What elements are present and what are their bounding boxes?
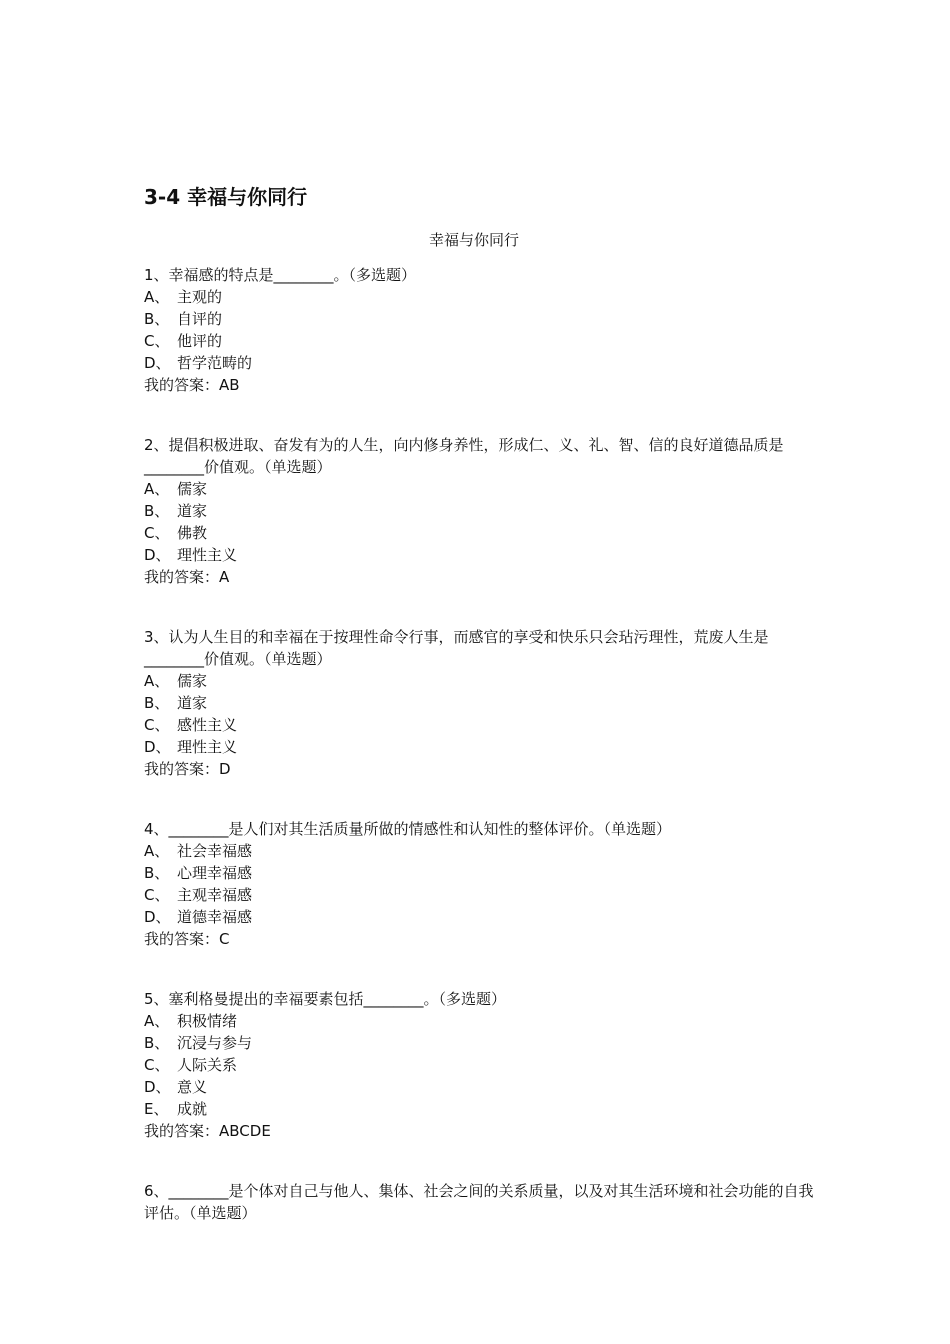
answer-option	[144, 1010, 814, 1032]
answer-option	[144, 884, 814, 906]
option-text: 主观的	[177, 288, 223, 306]
option-text: 道家	[177, 694, 208, 712]
option-text: 自评的	[177, 310, 223, 328]
question-block	[144, 1180, 814, 1224]
answer-option	[144, 500, 814, 522]
option-letter: A、	[144, 672, 170, 690]
answer-option	[144, 1098, 814, 1120]
option-letter: E、	[144, 1100, 169, 1118]
question-block	[144, 264, 814, 396]
answer-option	[144, 906, 814, 928]
question-stem: 6、________是个体对自己与他人、集体、社会之间的关系质量，以及对其生活环境和社会功能的自我评估。（单选题）	[144, 1182, 814, 1222]
answer-option	[144, 736, 814, 758]
option-text: 成就	[177, 1100, 208, 1118]
answer-option	[144, 670, 814, 692]
question-stem: 5、塞利格曼提出的幸福要素包括________。（多选题）	[144, 990, 507, 1008]
answer-option	[144, 308, 814, 330]
option-text: 心理幸福感	[177, 864, 253, 882]
answer-option	[144, 522, 814, 544]
option-letter: A、	[144, 842, 170, 860]
option-letter: B、	[144, 1034, 170, 1052]
option-text: 儒家	[177, 480, 208, 498]
option-letter: B、	[144, 502, 170, 520]
answer-option	[144, 714, 814, 736]
option-text: 积极情绪	[177, 1012, 238, 1030]
question-stem: 1、幸福感的特点是________。（多选题）	[144, 266, 417, 284]
option-letter: A、	[144, 288, 170, 306]
my-answer: 我的答案：C	[144, 930, 230, 948]
answer-option	[144, 1054, 814, 1076]
my-answer: 我的答案：ABCDE	[144, 1122, 271, 1140]
question-stem: 2、提倡积极进取、奋发有为的人生，向内修身养性，形成仁、义、礼、智、信的良好道德品质是________价值观。（单选题）	[144, 436, 784, 476]
document-heading: 3-4 幸福与你同行	[144, 185, 308, 209]
answer-option	[144, 692, 814, 714]
option-text: 他评的	[177, 332, 223, 350]
option-letter: C、	[144, 1056, 170, 1074]
option-letter: C、	[144, 716, 170, 734]
option-letter: A、	[144, 480, 170, 498]
answer-option	[144, 286, 814, 308]
answer-option	[144, 1076, 814, 1098]
answer-option	[144, 862, 814, 884]
question-block	[144, 434, 814, 588]
option-text: 意义	[177, 1078, 208, 1096]
option-letter: C、	[144, 886, 170, 904]
option-letter: B、	[144, 864, 170, 882]
option-letter: D、	[144, 1078, 171, 1096]
document-subtitle: 幸福与你同行	[428, 231, 519, 249]
answer-option	[144, 352, 814, 374]
answer-option	[144, 478, 814, 500]
my-answer: 我的答案：AB	[144, 376, 240, 394]
option-text: 感性主义	[177, 716, 238, 734]
option-letter: D、	[144, 354, 171, 372]
option-text: 哲学范畴的	[177, 354, 253, 372]
option-letter: D、	[144, 738, 171, 756]
my-answer: 我的答案：A	[144, 568, 230, 586]
option-text: 沉浸与参与	[177, 1034, 253, 1052]
answer-option	[144, 840, 814, 862]
option-letter: B、	[144, 310, 170, 328]
document-page	[144, 183, 814, 1224]
option-letter: C、	[144, 524, 170, 542]
question-stem: 3、认为人生目的和幸福在于按理性命令行事，而感官的享受和快乐只会玷污理性，荒废人生是________价值观。（单选题）	[144, 628, 769, 668]
option-text: 主观幸福感	[177, 886, 253, 904]
option-text: 社会幸福感	[177, 842, 253, 860]
option-letter: B、	[144, 694, 170, 712]
option-text: 佛教	[177, 524, 208, 542]
my-answer: 我的答案：D	[144, 760, 231, 778]
question-block	[144, 626, 814, 780]
question-block	[144, 818, 814, 950]
option-letter: D、	[144, 908, 171, 926]
option-text: 儒家	[177, 672, 208, 690]
option-text: 道家	[177, 502, 208, 520]
option-letter: A、	[144, 1012, 170, 1030]
answer-option	[144, 1032, 814, 1054]
answer-option	[144, 330, 814, 352]
question-stem: 4、________是人们对其生活质量所做的情感性和认知性的整体评价。（单选题）	[144, 820, 672, 838]
question-block	[144, 988, 814, 1142]
answer-option	[144, 544, 814, 566]
option-letter: C、	[144, 332, 170, 350]
question-list	[144, 264, 814, 1224]
option-text: 理性主义	[177, 546, 238, 564]
option-text: 人际关系	[177, 1056, 238, 1074]
option-letter: D、	[144, 546, 171, 564]
option-text: 理性主义	[177, 738, 238, 756]
option-text: 道德幸福感	[177, 908, 253, 926]
